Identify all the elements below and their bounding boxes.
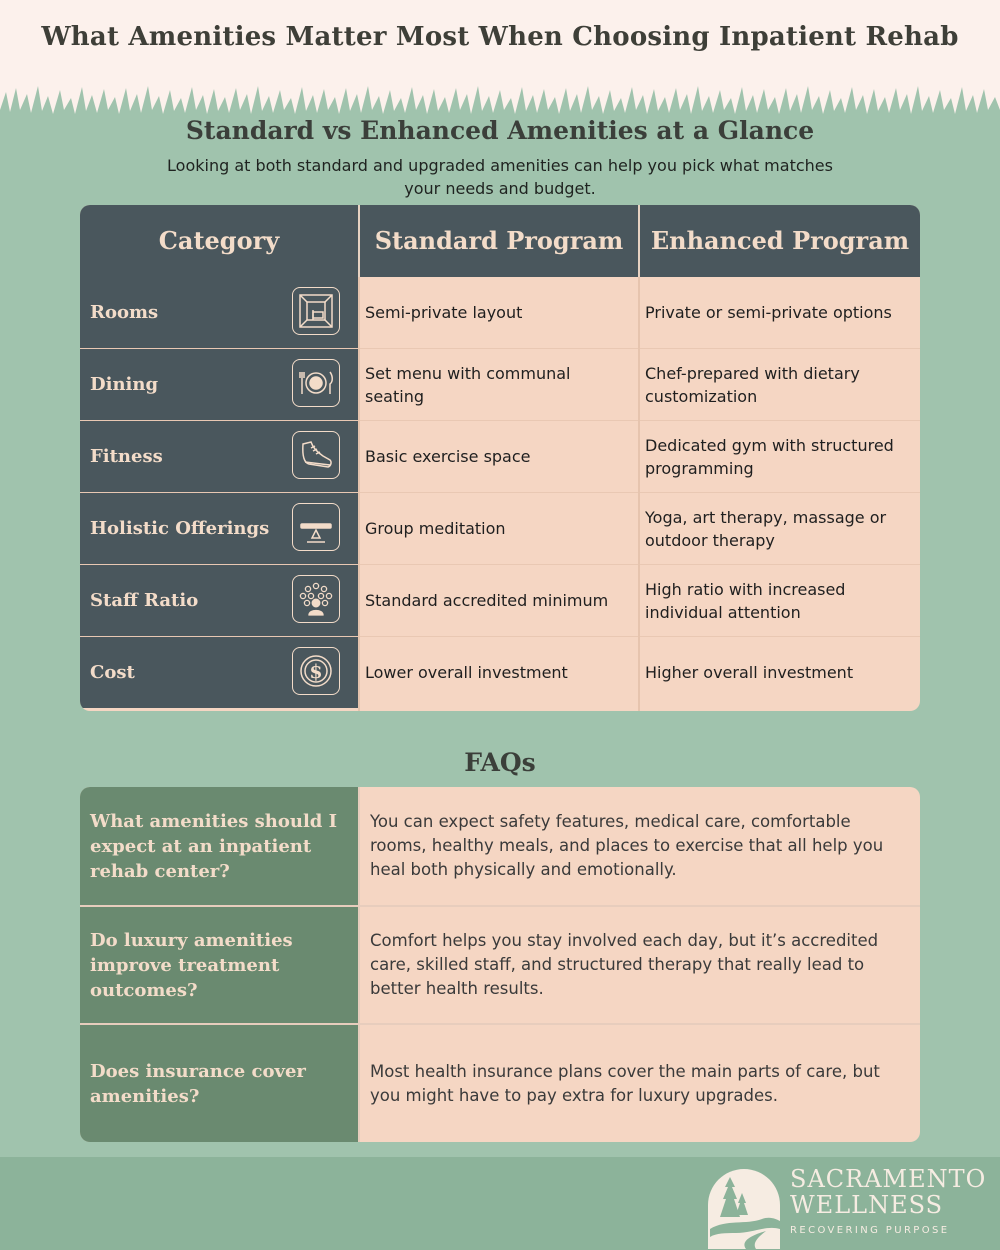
- standard-cell: Standard accredited minimum: [365, 591, 609, 610]
- row-divider: [80, 348, 920, 349]
- comparison-table: [80, 205, 920, 711]
- table-row: [80, 565, 920, 637]
- dollar-coin-icon: [292, 647, 340, 695]
- column-header-enhanced: Enhanced Program: [650, 226, 910, 255]
- brand-name: [790, 1166, 1000, 1218]
- standard-cell: Group meditation: [365, 519, 506, 538]
- standard-cell: Semi-private layout: [365, 303, 523, 322]
- faq-title: FAQs: [464, 748, 536, 777]
- row-divider: [80, 564, 920, 565]
- column-header-standard: Standard Program: [374, 226, 624, 255]
- enhanced-cell: High ratio with increased individual attention: [645, 579, 846, 622]
- table-row: [80, 349, 920, 421]
- staff-group-icon: [292, 575, 340, 623]
- category-cell: [80, 277, 358, 348]
- row-divider: [80, 636, 920, 637]
- header-divider: [638, 205, 640, 277]
- row-divider: [80, 492, 920, 493]
- column-divider: [638, 277, 640, 711]
- faq-question: What amenities should I expect at an inpatient rehab center?: [80, 787, 358, 905]
- table-header: [80, 205, 920, 277]
- faq-question: Do luxury amenities improve treatment outcomes?: [80, 907, 358, 1023]
- page-title: What Amenities Matter Most When Choosing Inpatient Rehab: [41, 22, 959, 52]
- enhanced-cell: Dedicated gym with structured programming: [645, 435, 894, 478]
- category-label: Fitness: [90, 446, 163, 467]
- faq-answer: Most health insurance plans cover the main parts of care, but you might have to pay extra for luxury upgrades.: [370, 1061, 880, 1105]
- svg-text:$: $: [309, 661, 323, 683]
- standard-cell: Lower overall investment: [365, 663, 568, 682]
- faq-column-divider: [358, 787, 360, 1142]
- category-label: Cost: [90, 662, 135, 683]
- faq-answer: You can expect safety features, medical care, comfortable rooms, healthy meals, and places to exercise that all help you heal both physically and emotionally.: [370, 812, 884, 879]
- balance-icon: [292, 503, 340, 551]
- faq-item: [80, 1025, 920, 1142]
- faq-table: [80, 787, 920, 1142]
- category-label: Staff Ratio: [90, 590, 199, 611]
- brand-name-line1: SACRAMENTO: [790, 1165, 987, 1193]
- faq-answer: Comfort helps you stay involved each day, but it’s accredited care, skilled staff, and structured therapy that really lead to better health results.: [370, 931, 879, 998]
- table-row: [80, 277, 920, 349]
- category-label: Holistic Offerings: [90, 518, 270, 539]
- standard-cell: Basic exercise space: [365, 447, 531, 466]
- column-header-category: Category: [158, 226, 280, 255]
- faq-question: Does insurance cover amenities?: [80, 1025, 358, 1142]
- enhanced-cell: Private or semi-private options: [645, 303, 892, 322]
- category-cell: [80, 637, 358, 708]
- enhanced-cell: Higher overall investment: [645, 663, 854, 682]
- enhanced-cell: Chef-prepared with dietary customization: [645, 363, 860, 406]
- comparison-intro: Looking at both standard and upgraded amenities can help you pick what matches your needs and budget.: [167, 156, 833, 198]
- category-label: Dining: [90, 374, 159, 395]
- brand-tagline: RECOVERING PURPOSE: [790, 1225, 950, 1236]
- category-cell: [80, 493, 358, 564]
- category-label: Rooms: [90, 302, 159, 323]
- room-icon: [292, 287, 340, 335]
- table-row: [80, 493, 920, 565]
- header-divider: [358, 205, 360, 277]
- category-cell: [80, 565, 358, 636]
- comparison-title: Standard vs Enhanced Amenities at a Glance: [185, 116, 815, 145]
- table-row: [80, 637, 920, 709]
- standard-cell: Set menu with communal seating: [365, 363, 571, 406]
- brand-logo-icon: [706, 1159, 782, 1249]
- sneaker-icon: [292, 431, 340, 479]
- column-divider: [358, 277, 360, 711]
- table-row: [80, 421, 920, 493]
- row-divider: [80, 420, 920, 421]
- dining-plate-icon: [292, 359, 340, 407]
- category-cell: [80, 349, 358, 420]
- faq-item: [80, 907, 920, 1023]
- enhanced-cell: Yoga, art therapy, massage or outdoor therapy: [645, 507, 887, 550]
- brand-name-line2: WELLNESS: [790, 1191, 944, 1219]
- category-cell: [80, 421, 358, 492]
- faq-item: [80, 787, 920, 905]
